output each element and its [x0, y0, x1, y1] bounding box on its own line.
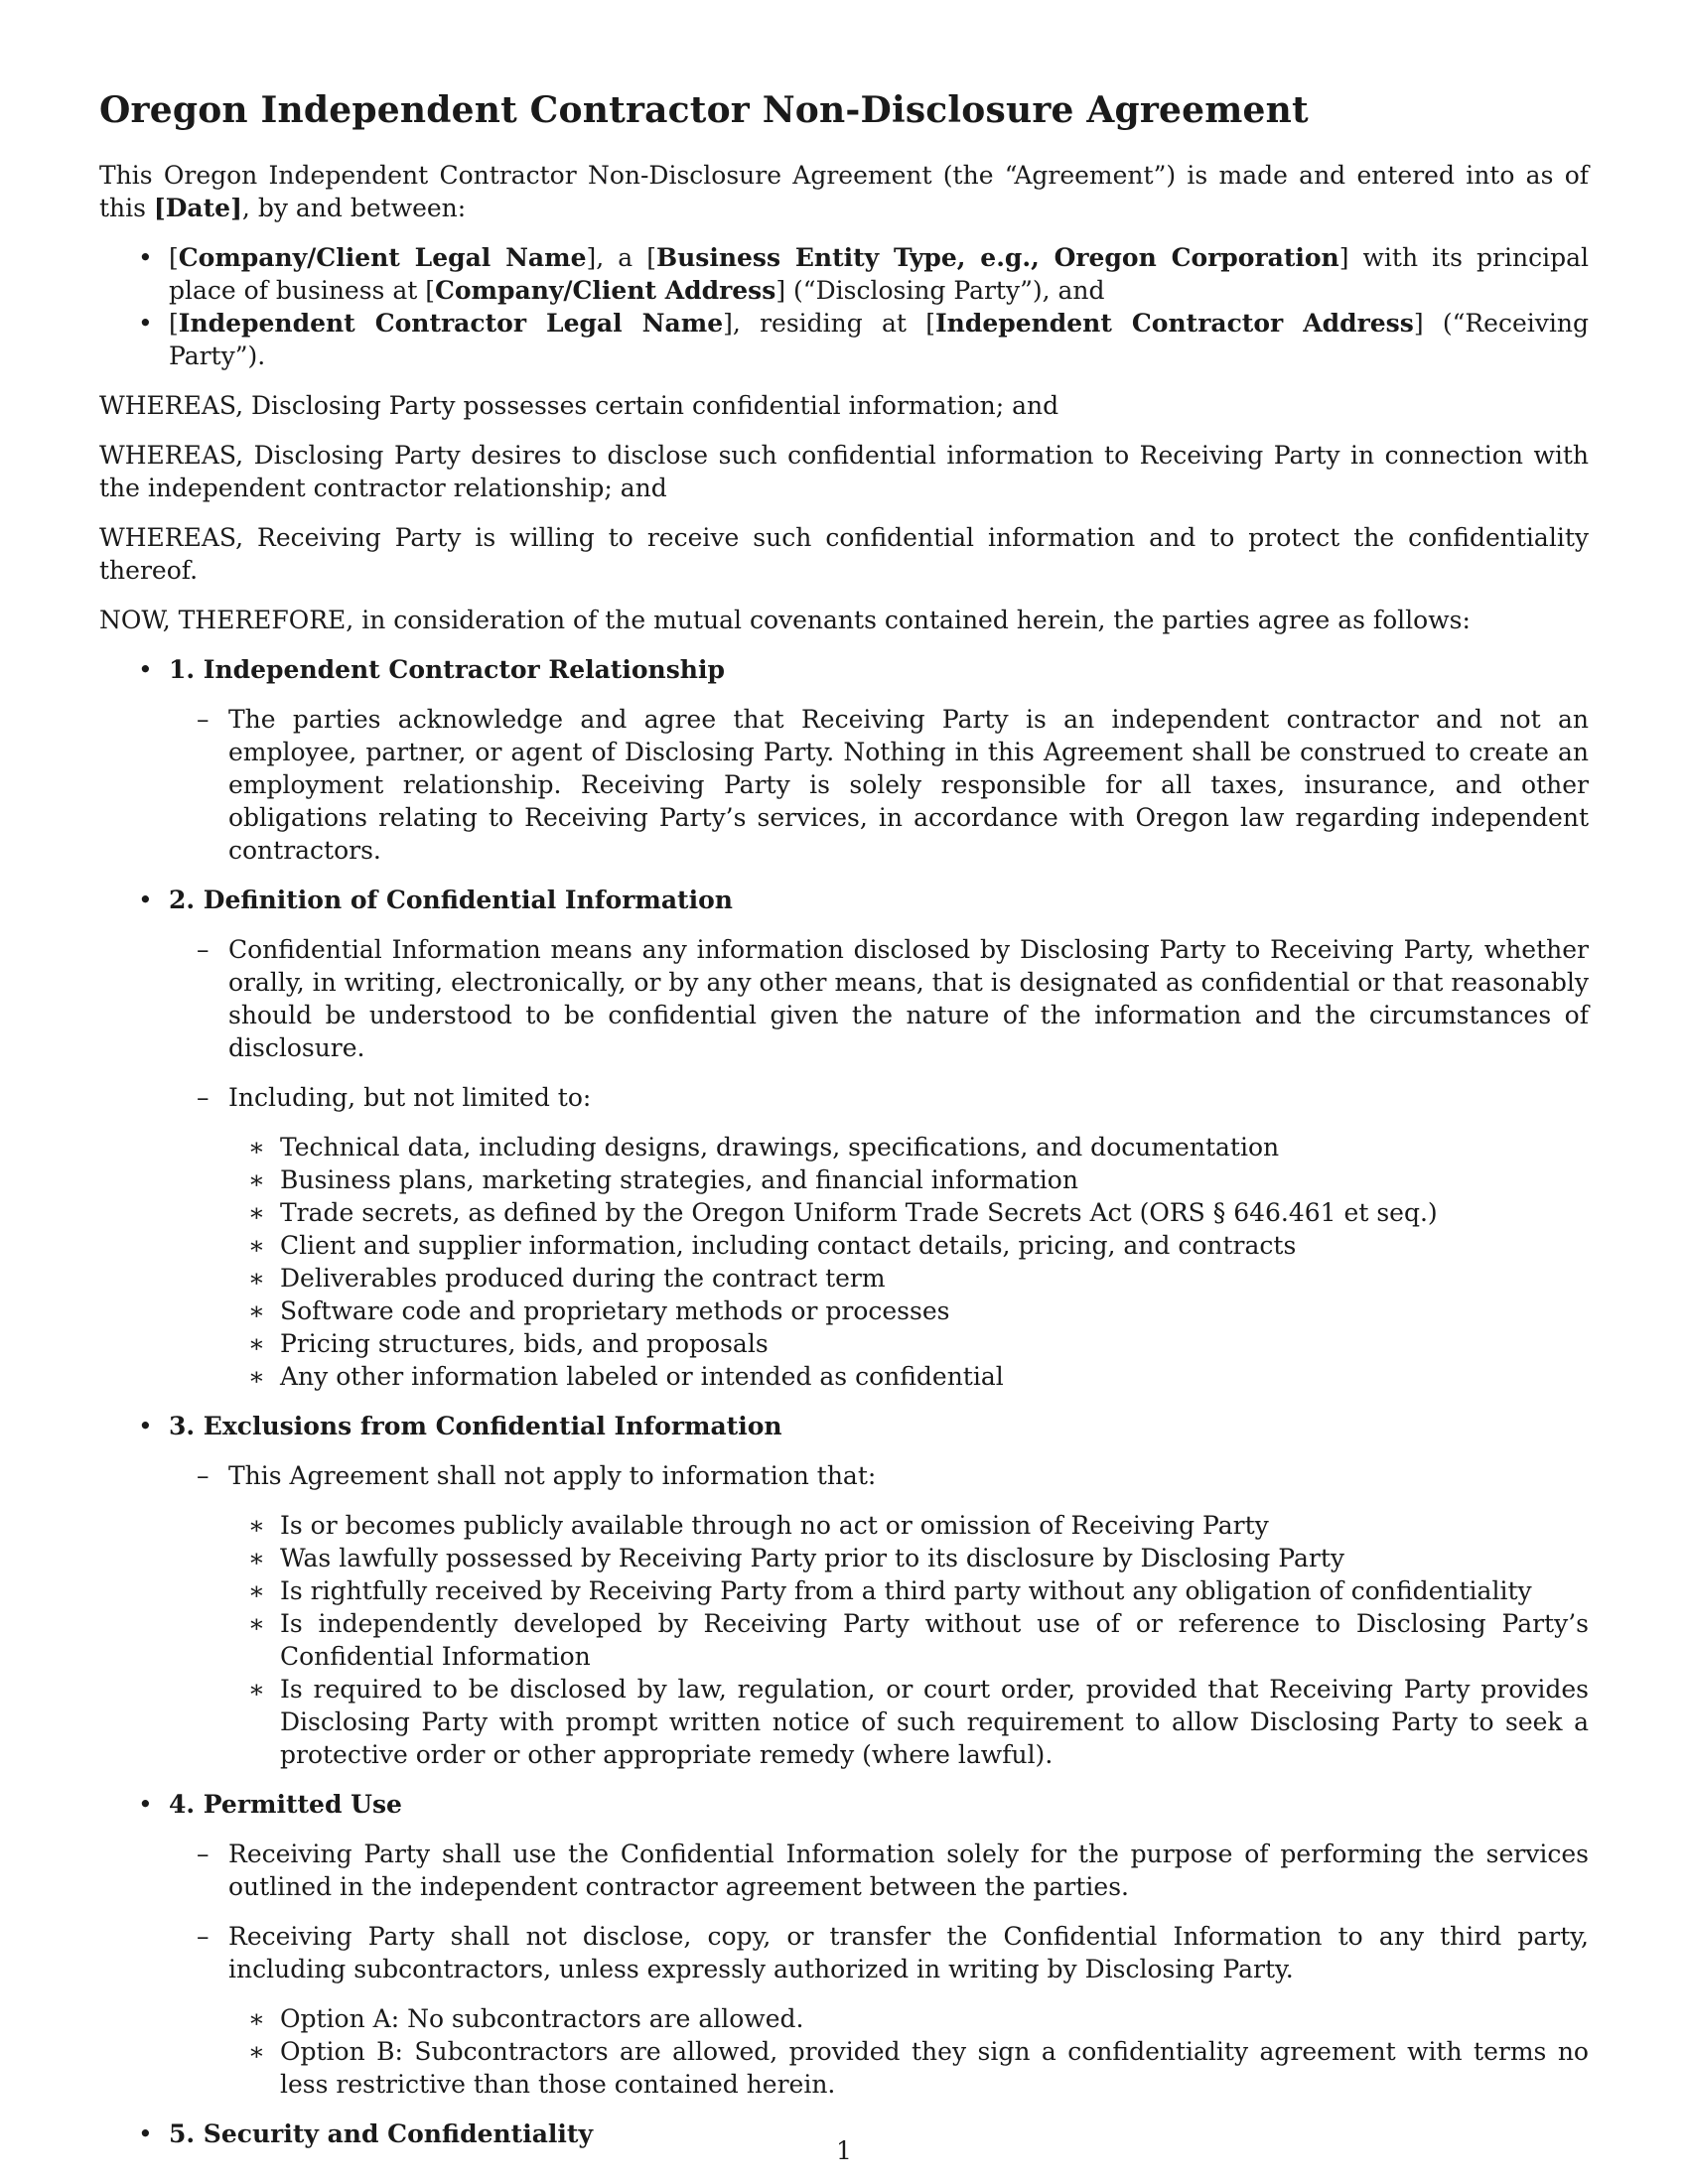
- list-item: ∗ Any other information labeled or intended as confidential: [99, 1360, 1589, 1393]
- list-item: ∗ Option B: Subcontractors are allowed, provided they sign a confidentiality agreement with terms no less restrictive than those contained herein.: [99, 2035, 1589, 2101]
- list-item: ∗ Is required to be disclosed by law, regulation, or court order, provided that Receiving Party provides Disclosing Party with prompt written notice of such requirement to allow Disclosing Party to seek a protective order or other appropriate remedy (where lawful).: [99, 1673, 1589, 1771]
- list-item: ∗ Technical data, including designs, drawings, specifications, and documentation: [99, 1131, 1589, 1163]
- recital: WHEREAS, Receiving Party is willing to receive such confidential information and to protect the confidentiality thereof.: [99, 523, 1589, 585]
- subitem-list: [99, 2002, 1589, 2101]
- section-heading: • 3. Exclusions from Confidential Information: [169, 1412, 782, 1440]
- section-1: [99, 653, 1589, 867]
- company-name-placeholder: Company/Client Legal Name: [178, 243, 587, 272]
- bracket: [: [169, 243, 179, 272]
- list-item: ∗ Is or becomes publicly available through no act or omission of Receiving Party: [99, 1509, 1589, 1542]
- list-item: ∗ Trade secrets, as defined by the Oregon Uniform Trade Secrets Act (ORS § 646.461 et seq.): [99, 1196, 1589, 1229]
- page-number: 1: [836, 2136, 852, 2165]
- section-paragraphs: [99, 1838, 1589, 1985]
- intro-text-end: , by and between:: [241, 194, 467, 222]
- sections-list: [99, 653, 1589, 2150]
- section-heading: • 1. Independent Contractor Relationship: [169, 655, 725, 684]
- subitem-list: [99, 1131, 1589, 1393]
- list-item: ∗ Deliverables produced during the contract term: [99, 1262, 1589, 1295]
- section-paragraphs: [99, 1459, 1589, 1492]
- subitem-list: [99, 1509, 1589, 1771]
- entity-type-placeholder: Business Entity Type, e.g., Oregon Corporation: [655, 243, 1339, 272]
- section-heading: • 5. Security and Confidentiality: [169, 2119, 593, 2148]
- section-paragraph: – The parties acknowledge and agree that Receiving Party is an independent contractor and not an employee, partner, or agent of Disclosing Party. Nothing in this Agreement shall be construed to create an employment relationship. Receiving Party is solely responsible for all taxes, insurance, and other obligations relating to Receiving Party’s services, in accordance with Oregon law regarding independent contractors.: [99, 703, 1589, 867]
- list-item: ∗ Is independently developed by Receiving Party without use of or reference to Disclosing Party’s Confidential Information: [99, 1607, 1589, 1673]
- document-title: Oregon Independent Contractor Non-Disclosure Agreement: [99, 89, 1309, 131]
- section-3: [99, 1410, 1589, 1771]
- section-paragraph: – This Agreement shall not apply to information that:: [99, 1459, 1589, 1492]
- list-item: ∗ Was lawfully possessed by Receiving Party prior to its disclosure by Disclosing Party: [99, 1542, 1589, 1574]
- section-4: [99, 1788, 1589, 2101]
- section-paragraph: – Receiving Party shall not disclose, copy, or transfer the Confidential Information to any third party, including subcontractors, unless expressly authorized in writing by Disclosing Party.: [99, 1920, 1589, 1985]
- list-item: ∗ Pricing structures, bids, and proposals: [99, 1327, 1589, 1360]
- party-text: ] with its principal place of business at [: [169, 243, 1589, 305]
- section-2: [99, 884, 1589, 1393]
- document-page: [99, 87, 1589, 2167]
- party-text: ], residing at [: [723, 309, 935, 338]
- party-text: ] (“Disclosing Party”), and: [775, 276, 1105, 305]
- section-heading: • 2. Definition of Confidential Information: [169, 886, 733, 914]
- party-text: ] (“Receiving Party”).: [169, 309, 1589, 370]
- list-item: ∗ Option A: No subcontractors are allowed.: [99, 2002, 1589, 2035]
- contractor-name-placeholder: Independent Contractor Legal Name: [178, 309, 724, 338]
- party-receiving: [99, 307, 1589, 372]
- section-paragraph: – Confidential Information means any information disclosed by Disclosing Party to Receiving Party, whether orally, in writing, electronically, or by any other means, that is designated as confidential or that reasonably should be understood to be confidential given the nature of the information and the circumstances of disclosure.: [99, 933, 1589, 1064]
- recital: WHEREAS, Disclosing Party possesses certain confidential information; and: [99, 391, 1059, 420]
- party-disclosing: [99, 241, 1589, 307]
- date-placeholder: [Date]: [153, 194, 242, 222]
- recital: WHEREAS, Disclosing Party desires to disclose such confidential information to Receiving Party in connection with the independent contractor relationship; and: [99, 441, 1589, 502]
- list-item: ∗ Business plans, marketing strategies, and financial information: [99, 1163, 1589, 1196]
- section-heading: • 4. Permitted Use: [169, 1790, 402, 1819]
- list-item: ∗ Client and supplier information, including contact details, pricing, and contracts: [99, 1229, 1589, 1262]
- section-paragraph: – Including, but not limited to:: [99, 1081, 1589, 1114]
- section-paragraphs: [99, 703, 1589, 867]
- list-item: ∗ Software code and proprietary methods or processes: [99, 1295, 1589, 1327]
- list-item: ∗ Is rightfully received by Receiving Party from a third party without any obligation of confidentiality: [99, 1574, 1589, 1607]
- intro-paragraph: [99, 159, 1589, 224]
- bracket: [: [169, 309, 179, 338]
- company-address-placeholder: Company/Client Address: [434, 276, 776, 305]
- recital: NOW, THEREFORE, in consideration of the mutual covenants contained herein, the parties agree as follows:: [99, 606, 1471, 634]
- section-paragraph: – Receiving Party shall use the Confidential Information solely for the purpose of performing the services outlined in the independent contractor agreement between the parties.: [99, 1838, 1589, 1903]
- parties-list: [99, 241, 1589, 372]
- contractor-address-placeholder: Independent Contractor Address: [934, 309, 1414, 338]
- intro-text: This Oregon Independent Contractor Non-Disclosure Agreement (the “Agreement”) is made and entered into as of this: [99, 161, 1589, 222]
- party-text: ], a [: [586, 243, 656, 272]
- section-paragraphs: [99, 933, 1589, 1114]
